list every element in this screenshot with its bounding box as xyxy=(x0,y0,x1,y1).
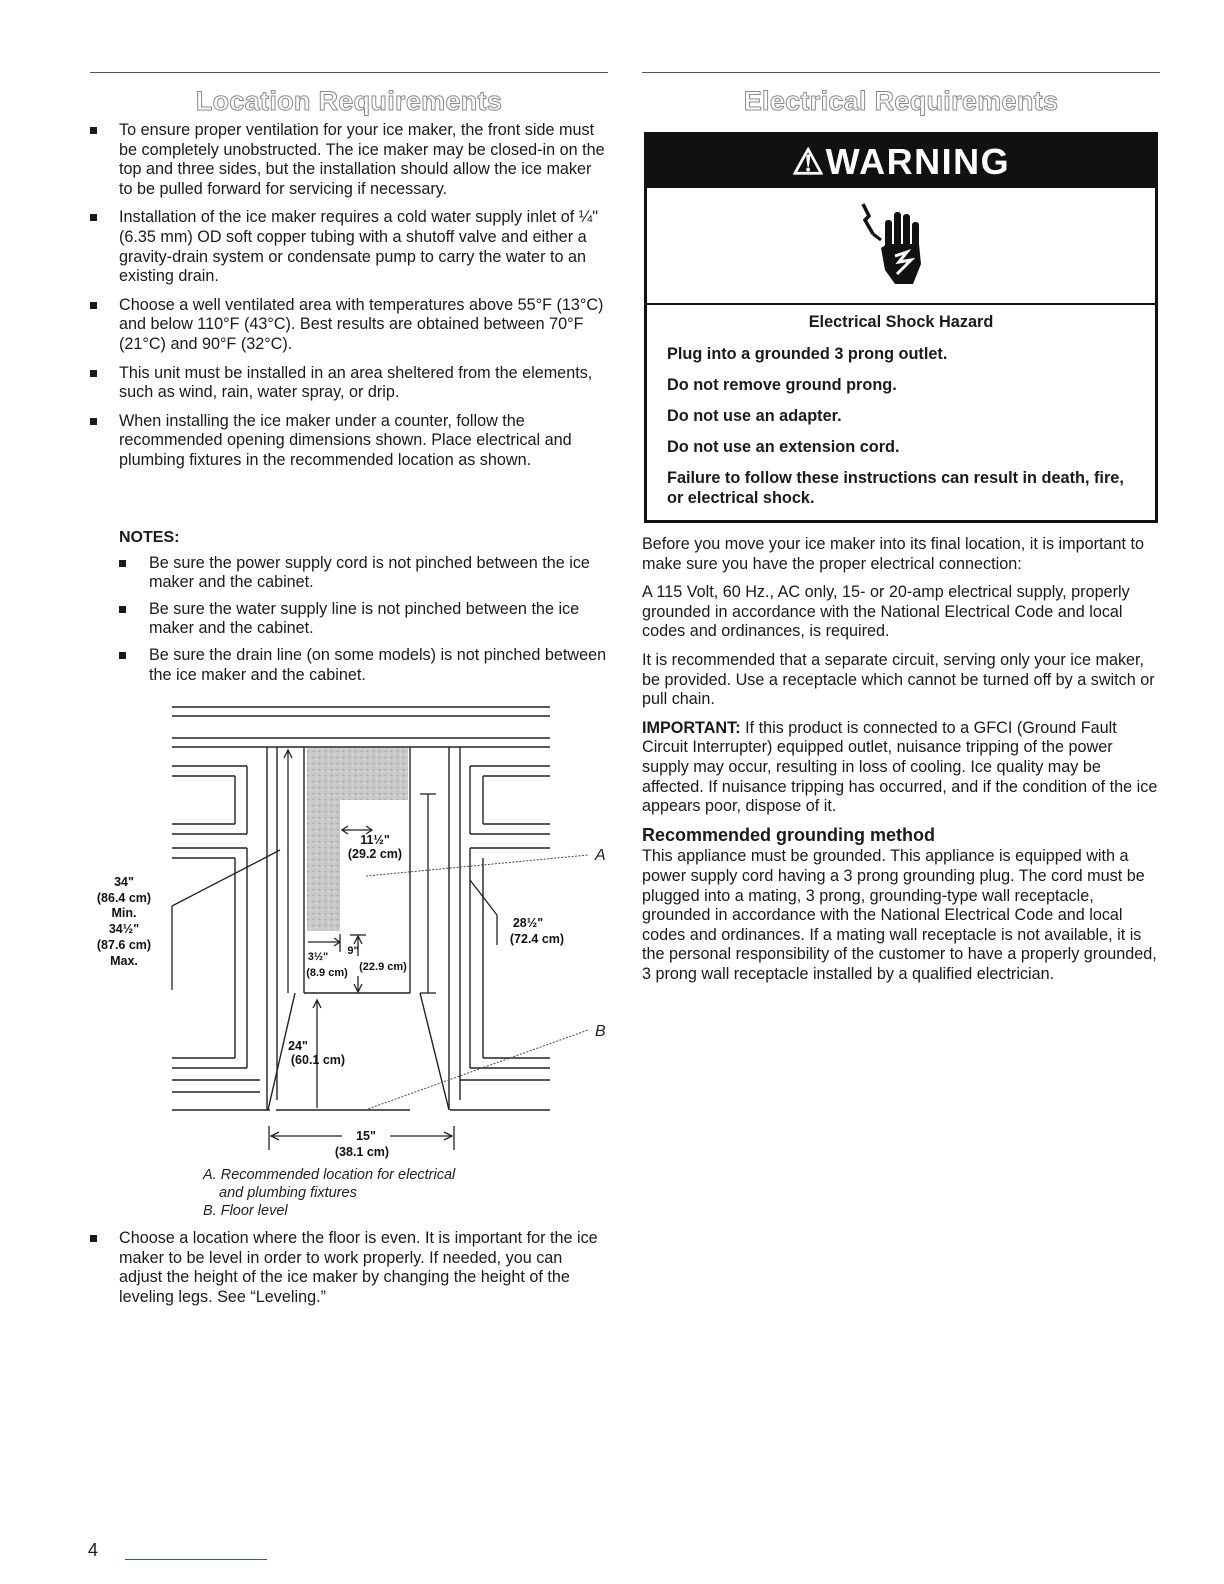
grounding-subhead: Recommended grounding method xyxy=(642,824,936,845)
diagram-captions xyxy=(203,1166,563,1220)
dim-24-cm: (60.1 cm) xyxy=(290,1053,346,1067)
dim-9-cm: (22.9 cm) xyxy=(359,961,407,973)
installation-diagram xyxy=(90,0,608,1584)
location-requirements-title: Location Requirements xyxy=(195,86,503,116)
warning-header: ⚠WARNING xyxy=(647,135,1155,188)
paragraph: IMPORTANT: If this product is connected to a GFCI (Ground Fault Circuit Interrupter) equipped outlet, nuisance tripping of the power supply may occur, resulting in loss of cooling. Ice quality may be affected. If nuisance tripping has occurred, and if the condition of the ice appears poor, dispose of it. xyxy=(642,718,1158,816)
important-label: IMPORTANT: xyxy=(642,718,741,737)
final-bullet-list xyxy=(90,1229,608,1316)
dim-15: 15" xyxy=(356,1129,376,1143)
hazard-title: Electrical Shock Hazard xyxy=(808,313,994,331)
warning-text xyxy=(647,305,1155,508)
footer-line xyxy=(125,1559,267,1560)
dim-height-min-cm: (86.4 cm) xyxy=(96,891,152,905)
max-label: Max. xyxy=(110,954,138,968)
warning-line: Do not use an extension cord. xyxy=(667,438,900,456)
list-item: When installing the ice maker under a counter, follow the recommended opening dimensions shown. Place electrical and plumbing fixtures in the recommended location as shown. xyxy=(90,412,608,471)
paragraph: This appliance must be grounded. This appliance is equipped with a power supply cord having a 3 prong grounding plug. The cord must be plugged into a mating, 3 prong, grounding-type wall receptacle, grounded in accordance with the National Electrical Code and local codes and ordinances. If a mating wall receptacle is not available, it is the personal responsibility of the customer to have a properly grounded, 3 prong wall receptacle installed by a qualified electrician. xyxy=(642,847,1157,983)
list-item: Be sure the drain line (on some models) is not pinched between the ice maker and the cabinet. xyxy=(119,646,608,685)
top-rule xyxy=(642,72,1160,73)
dim-11-5: 11½" xyxy=(360,833,390,847)
utility-zone-shading xyxy=(307,748,408,800)
notes-title: NOTES: xyxy=(119,529,180,546)
countertop-lines xyxy=(172,707,550,747)
list-item: Choose a well ventilated area with temperatures above 55°F (13°C) and below 110°F (43°C). Best results are obtained between 70°F (21°C) and 90°F (32°C). xyxy=(90,296,608,355)
dim-3-5-cm: (8.9 cm) xyxy=(306,967,348,979)
electrical-requirements-title: Electrical Requirements xyxy=(743,86,1059,116)
paragraph: It is recommended that a separate circuit, serving only your ice maker, be provided. Use a receptacle which cannot be turned off by a switch or pull chain. xyxy=(642,650,1155,709)
callout-labels xyxy=(594,847,606,1040)
bullet-square-icon xyxy=(90,1235,97,1242)
dim-3-5: 3½" xyxy=(307,951,329,963)
warning-box xyxy=(644,132,1158,523)
label-b: B xyxy=(595,1023,606,1040)
electric-shock-hand-icon xyxy=(855,200,935,290)
warning-icon-row xyxy=(647,188,1155,305)
list-item: Be sure the water supply line is not pinched between the ice maker and the cabinet. xyxy=(119,600,608,639)
dim-28-5: 28½" xyxy=(512,916,544,930)
page-number: 4 xyxy=(88,1540,99,1560)
left-cabinet xyxy=(172,747,277,1110)
dim-height-min: 34" xyxy=(114,875,134,889)
list-item: Choose a location where the floor is even. It is important for the ice maker to be level in order to work properly. If needed, you can adjust the height of the ice maker by changing the height of the leveling legs. See “Leveling.” xyxy=(90,1229,608,1307)
dim-height-max-cm: (87.6 cm) xyxy=(96,938,152,952)
dim-height-max: 34½" xyxy=(108,922,140,936)
caption-b: B. Floor level xyxy=(203,1203,288,1219)
warning-line: Failure to follow these instructions can result in death, fire, or electrical shock. xyxy=(667,469,1124,507)
warning-line: Do not remove ground prong. xyxy=(667,376,897,394)
min-label: Min. xyxy=(111,906,137,920)
dim-11-5-cm: (29.2 cm) xyxy=(347,847,403,861)
warning-line: Do not use an adapter. xyxy=(667,407,842,425)
list-item: To ensure proper ventilation for your ice maker, the front side must be completely unobstructed. The ice maker may be closed-in on the top and three sides, but the installation should allow the ice maker to be pulled forward for servicing if necessary. xyxy=(90,121,608,199)
utility-zone-shading xyxy=(307,800,340,931)
dim-28-5-cm: (72.4 cm) xyxy=(509,932,565,946)
paragraph: A 115 Volt, 60 Hz., AC only, 15- or 20-amp electrical supply, properly grounded in accordance with the National Electrical Code and local codes and ordinances, is required. xyxy=(642,583,1130,641)
dim-9: 9" xyxy=(347,945,359,957)
leader-lines xyxy=(365,855,588,1110)
dim-15-cm: (38.1 cm) xyxy=(334,1145,390,1159)
label-a: A xyxy=(595,847,606,864)
caption-a-cont: and plumbing fixtures xyxy=(219,1185,357,1201)
list-item: Be sure the power supply cord is not pinched between the ice maker and the cabinet. xyxy=(119,554,608,593)
list-item: This unit must be installed in an area sheltered from the elements, such as wind, rain, water spray, or drip. xyxy=(90,364,608,403)
dim-24: 24" xyxy=(288,1039,308,1053)
electrical-body xyxy=(642,535,1160,993)
caption-a: A. Recommended location for electrical xyxy=(203,1167,456,1183)
paragraph: Before you move your ice maker into its final location, it is important to make sure you have the proper electrical connection: xyxy=(642,535,1145,573)
list-item: Installation of the ice maker requires a cold water supply inlet of ¼" (6.35 mm) OD soft copper tubing with a shutoff valve and either a gravity-drain system or condensate pump to carry the water to an existing drain. xyxy=(90,208,608,286)
warning-line: Plug into a grounded 3 prong outlet. xyxy=(667,345,948,363)
